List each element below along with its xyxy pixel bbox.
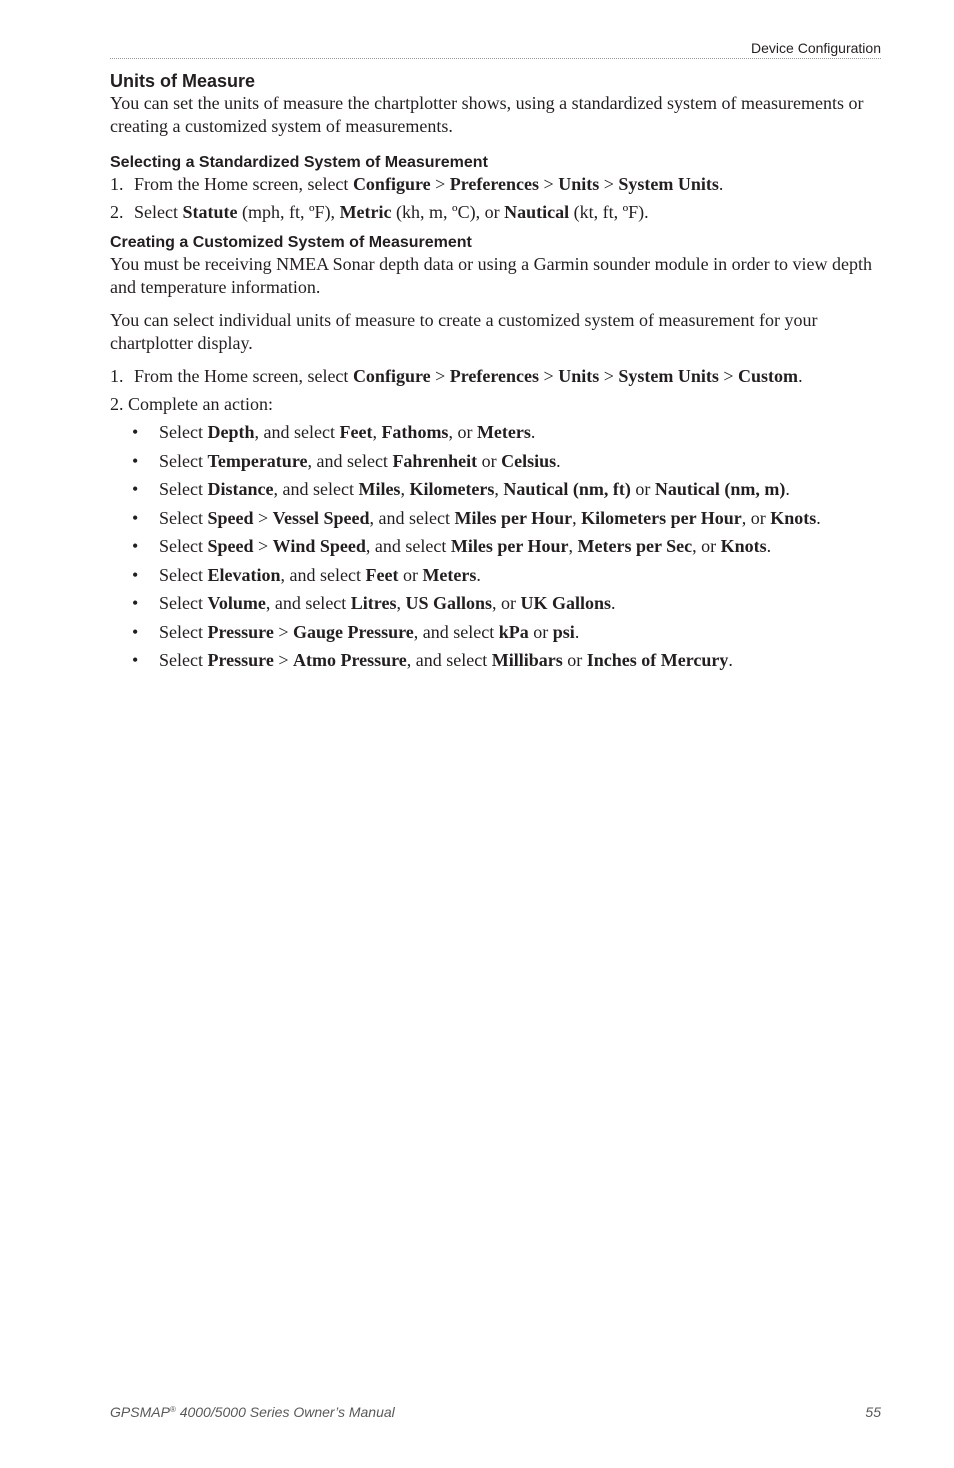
- bold-term: Celsius: [501, 450, 557, 471]
- unit-option-text: Select Elevation, and select Feet or Meters.: [159, 564, 481, 585]
- manual-title-product: GPSMAP: [110, 1404, 170, 1420]
- unit-option-text: Select Pressure > Atmo Pressure, and select Millibars or Inches of Mercury.: [159, 650, 733, 670]
- customized-description: You can select individual units of measure to create a customized system of measurement for your chartplotter display.: [110, 310, 818, 353]
- bold-term: Feet: [339, 422, 373, 442]
- unit-option-item: [110, 649, 881, 672]
- bullet-icon: •: [132, 507, 139, 528]
- bullet-icon: •: [132, 564, 139, 585]
- bold-term: Units: [558, 174, 600, 194]
- bold-term: Miles per Hour: [450, 536, 569, 556]
- bullet-icon: •: [132, 536, 139, 556]
- customized-step-1: [110, 365, 881, 388]
- bold-term: Litres: [350, 593, 397, 613]
- customized-steps: [110, 365, 881, 388]
- unit-option-item: [110, 592, 881, 615]
- unit-option-item: [110, 478, 881, 501]
- page-content: [110, 70, 881, 678]
- bullet-icon: •: [132, 450, 139, 471]
- page-number: 55: [865, 1404, 881, 1420]
- bold-term: Inches of Mercury: [586, 650, 729, 670]
- bold-term: System Units: [618, 174, 719, 194]
- bold-term: Volume: [207, 593, 266, 613]
- bullet-icon: •: [132, 621, 139, 642]
- bold-term: Millibars: [491, 650, 563, 670]
- standardized-steps: [110, 173, 881, 224]
- bullet-icon: •: [132, 479, 139, 499]
- manual-title-suffix: 4000/5000 Series Owner’s Manual: [175, 1404, 395, 1420]
- bold-term: Custom: [738, 366, 799, 386]
- customized-note: You must be receiving NMEA Sonar depth data or using a Garmin sounder module in order to view depth and temperature information.: [110, 254, 873, 297]
- bold-term: Nautical (nm, m): [654, 479, 786, 499]
- bold-term: Preferences: [449, 174, 540, 194]
- bold-term: Configure: [352, 174, 431, 194]
- bold-term: Fathoms: [381, 422, 449, 442]
- unit-option-text: Select Volume, and select Litres, US Gallons, or UK Gallons.: [159, 593, 616, 613]
- standardized-step-1: [110, 173, 881, 196]
- unit-option-text: Select Pressure > Gauge Pressure, and select kPa or psi.: [159, 621, 580, 642]
- bold-term: Meters per Sec: [577, 536, 693, 556]
- bold-term: Statute: [182, 202, 238, 222]
- bold-term: Configure: [352, 366, 431, 386]
- bold-term: Meters: [422, 564, 477, 585]
- bold-term: Gauge Pressure: [292, 621, 414, 642]
- bold-term: Pressure: [207, 621, 274, 642]
- bold-term: Wind Speed: [272, 536, 366, 556]
- bold-term: Miles per Hour: [454, 507, 573, 528]
- step-text: Select Statute (mph, ft, ºF), Metric (kh, m, ºC), or Nautical (kt, ft, ºF).: [134, 202, 649, 222]
- standardized-heading: Selecting a Standardized System of Measurement: [110, 154, 488, 171]
- bold-term: Knots: [720, 536, 767, 556]
- bold-term: Distance: [207, 479, 274, 499]
- bold-term: Pressure: [207, 650, 274, 670]
- unit-option-text: Select Distance, and select Miles, Kilometers, Nautical (nm, ft) or Nautical (nm, m).: [159, 479, 790, 499]
- bold-term: Feet: [365, 564, 399, 585]
- bold-term: Speed: [207, 507, 254, 528]
- step-number: 2.: [110, 202, 124, 222]
- bold-term: Units: [558, 366, 600, 386]
- step-text: From the Home screen, select Configure > Preferences > Units > System Units > Custom.: [134, 366, 803, 386]
- unit-option-text: Select Temperature, and select Fahrenheit or Celsius.: [159, 450, 561, 471]
- manual-title: [110, 1404, 395, 1420]
- bold-term: Depth: [207, 422, 255, 442]
- bold-term: Nautical (nm, ft): [503, 479, 631, 499]
- bold-term: Elevation: [207, 564, 281, 585]
- bullet-icon: •: [132, 422, 139, 442]
- bold-term: Temperature: [207, 450, 308, 471]
- section-intro: You can set the units of measure the chartplotter shows, using a standardized system of measurements or creating a customized system of measurements.: [110, 93, 864, 136]
- step-number: 1.: [110, 366, 124, 386]
- bold-term: Atmo Pressure: [292, 650, 407, 670]
- customized-step-2: 2. Complete an action:: [110, 394, 273, 414]
- bold-term: Vessel Speed: [272, 507, 370, 528]
- standardized-step-2: [110, 201, 881, 224]
- header-divider: [110, 58, 881, 59]
- bold-term: psi: [552, 621, 575, 642]
- bold-term: Speed: [207, 536, 254, 556]
- unit-option-item: [110, 535, 881, 558]
- registered-mark: ®: [169, 1405, 176, 1414]
- bold-term: System Units: [618, 366, 719, 386]
- bold-term: Kilometers per Hour: [581, 507, 742, 528]
- bold-term: US Gallons: [405, 593, 492, 613]
- bold-term: Kilometers: [409, 479, 495, 499]
- bold-term: Knots: [770, 507, 817, 528]
- running-head: Device Configuration: [751, 40, 881, 56]
- unit-option-text: Select Speed > Vessel Speed, and select Miles per Hour, Kilometers per Hour, or Knots.: [159, 507, 821, 528]
- step-number: 1.: [110, 174, 124, 194]
- unit-options-list: [110, 421, 881, 672]
- unit-option-item: [110, 450, 881, 473]
- unit-option-item: [110, 621, 881, 644]
- unit-option-item: [110, 421, 881, 444]
- bold-term: Preferences: [449, 366, 540, 386]
- bold-term: Fahrenheit: [392, 450, 478, 471]
- bold-term: UK Gallons: [520, 593, 612, 613]
- bold-term: Metric: [339, 202, 392, 222]
- bold-term: Nautical: [504, 202, 570, 222]
- section-title: Units of Measure: [110, 71, 256, 91]
- step-text: From the Home screen, select Configure > Preferences > Units > System Units.: [134, 174, 724, 194]
- bold-term: Meters: [476, 422, 531, 442]
- bold-term: kPa: [498, 621, 529, 642]
- unit-option-text: Select Depth, and select Feet, Fathoms, or Meters.: [159, 422, 536, 442]
- unit-option-text: Select Speed > Wind Speed, and select Miles per Hour, Meters per Sec, or Knots.: [159, 536, 772, 556]
- bullet-icon: •: [132, 650, 139, 670]
- bold-term: Miles: [358, 479, 401, 499]
- bullet-icon: •: [132, 593, 139, 613]
- unit-option-item: [110, 507, 881, 530]
- unit-option-item: [110, 564, 881, 587]
- customized-heading: Creating a Customized System of Measurement: [110, 234, 472, 251]
